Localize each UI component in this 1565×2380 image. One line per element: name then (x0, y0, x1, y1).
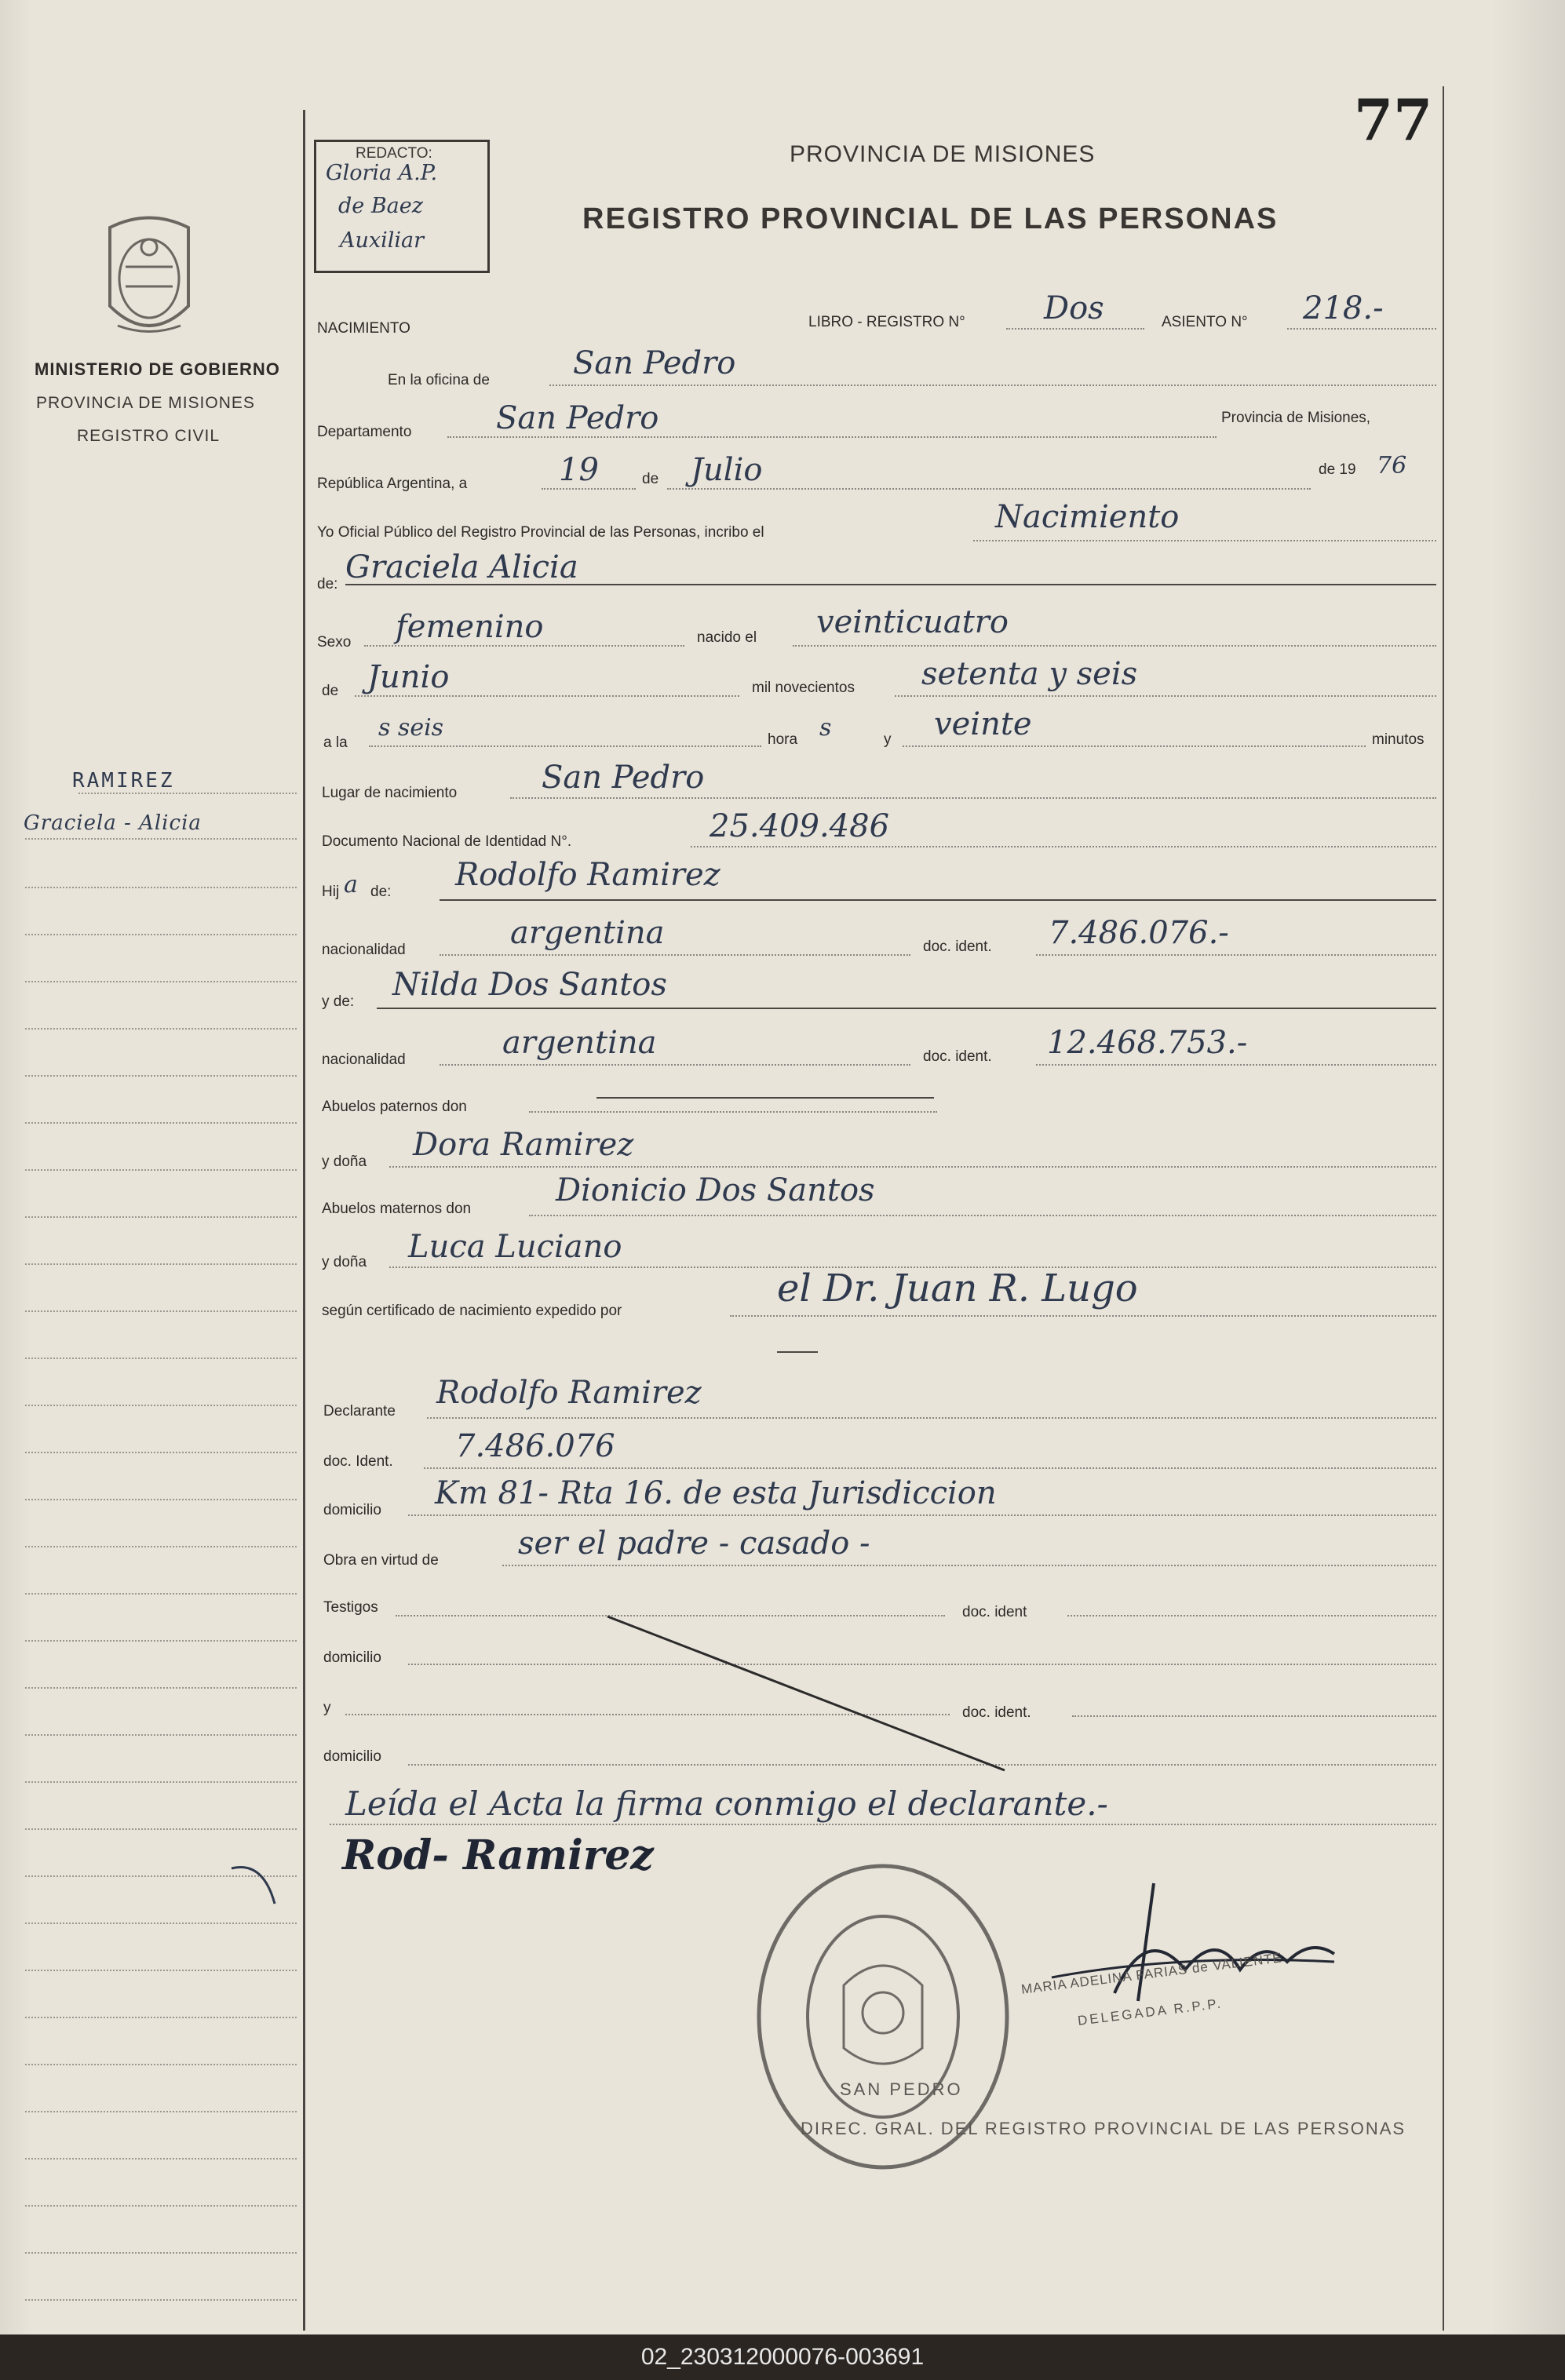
ydona2-value: Luca Luciano (408, 1229, 622, 1265)
de-label: de (642, 471, 659, 487)
lugar-label: Lugar de nacimiento (322, 785, 458, 801)
folio-number: 77 (1354, 86, 1433, 153)
minutos-label: minutos (1372, 731, 1425, 748)
provincia-text: Provincia de Misiones, (1221, 410, 1371, 426)
oficina-label: En la oficina de (388, 372, 490, 388)
seal-inner-text: SAN PEDRO (840, 2079, 963, 2099)
nacido-value: veinticuatro (816, 604, 1009, 640)
segun-label: según certificado de nacimiento expedido por (322, 1303, 622, 1319)
official-stamp-name: MARIA ADELINA FARIAS de VALIENTE (1020, 1950, 1283, 1997)
margin-names: Graciela - Alicia (24, 811, 202, 835)
abuelos-mat-label: Abuelos maternos don (322, 1201, 472, 1217)
de-nombre-label: de: (317, 576, 338, 592)
a-las-label: a la (323, 734, 348, 751)
header-registry: REGISTRO PROVINCIAL DE LAS PERSONAS (582, 202, 1279, 235)
a-las-value: s seis (378, 714, 444, 742)
docid2-label: doc. ident. (923, 1048, 992, 1065)
oficina-value: San Pedro (573, 345, 736, 381)
departamento-value: San Pedro (496, 400, 659, 436)
docid2-value: 12.468.753.- (1047, 1025, 1248, 1061)
yde-label: y de: (322, 993, 355, 1010)
libro-label: LIBRO - REGISTRO N° (808, 314, 965, 330)
yo-oficial-value: Nacimiento (995, 499, 1180, 535)
witness-strike-line (604, 1609, 1012, 1781)
redacto-line-1: Gloria A.P. (326, 161, 438, 185)
docident-label: doc. Ident. (323, 1453, 393, 1470)
nac1-value: argentina (510, 915, 665, 951)
abuelos-pat-label: Abuelos paternos don (322, 1099, 467, 1115)
docident2-label: doc. ident (962, 1604, 1027, 1620)
abuelos-mat-value: Dionicio Dos Santos (556, 1172, 875, 1208)
domicilio-label: domicilio (323, 1502, 381, 1518)
asiento-label: ASIENTO N° (1162, 314, 1248, 330)
redacto-line-3: Auxiliar (340, 228, 425, 253)
closing-text: Leída el Acta la firma conmigo el declarante.- (345, 1784, 1108, 1823)
y2-label: y (323, 1700, 331, 1716)
libro-value: Dos (1044, 290, 1104, 326)
ydona1-label: y doña (322, 1154, 367, 1170)
redacto-line-2: de Baez (338, 194, 423, 218)
yo-oficial-label: Yo Oficial Público del Registro Provincial de las Personas, incribo el (317, 524, 764, 541)
ydona2-label: y doña (322, 1254, 367, 1270)
redacto-box (314, 140, 490, 273)
republica-label: República Argentina, a (317, 476, 468, 492)
form-left-border (303, 110, 305, 2331)
hij-suffix: a (344, 871, 358, 898)
redacto-label: REDACTO: (356, 145, 432, 162)
dia-value: 19 (559, 452, 599, 488)
dni-label: Documento Nacional de Identidad N°. (322, 833, 572, 850)
docident-value: 7.486.076 (455, 1428, 615, 1464)
testigos-label: Testigos (323, 1599, 378, 1616)
coat-of-arms-icon (94, 212, 204, 345)
sexo-label: Sexo (317, 634, 352, 651)
madre-value: Nilda Dos Santos (392, 967, 667, 1003)
hij-de-label: de: (370, 884, 392, 900)
mil-value: setenta y seis (921, 656, 1138, 692)
de-nombre-value: Graciela Alicia (345, 549, 578, 585)
y-label: y (884, 731, 892, 748)
obra-label: Obra en virtud de (323, 1552, 439, 1569)
domicilio2-label: domicilio (323, 1649, 381, 1666)
nacimiento-label: NACIMIENTO (317, 320, 410, 337)
footer-file-id: 02_230312000076-003691 (0, 2334, 1565, 2380)
domicilio3-label: domicilio (323, 1748, 381, 1765)
seal-outer-text: DIREC. GRAL. DEL REGISTRO PROVINCIAL DE LAS PERSONAS (801, 2119, 1406, 2138)
asiento-value: 218.- (1303, 290, 1384, 326)
de-mes-value: Junio (367, 659, 450, 695)
margin-pen-mark-icon (228, 1857, 283, 1912)
nacido-label: nacido el (697, 629, 757, 646)
ydona1-value: Dora Ramirez (413, 1127, 634, 1163)
nac1-label: nacionalidad (322, 942, 406, 958)
header-province: PROVINCIA DE MISIONES (790, 141, 1096, 167)
official-stamp-title: DELEGADA R.P.P. (1077, 1995, 1224, 2028)
ministry-line-2: PROVINCIA DE MISIONES (36, 394, 255, 412)
docid1-label: doc. ident. (923, 939, 992, 955)
segun-value: el Dr. Juan R. Lugo (777, 1267, 1138, 1310)
lugar-value: San Pedro (542, 760, 705, 796)
hora-value: s (819, 714, 832, 742)
mil-label: mil novecientos (752, 680, 855, 696)
nac2-label: nacionalidad (322, 1052, 406, 1068)
docid1-value: 7.486.076.- (1049, 915, 1229, 951)
declarante-value: Rodolfo Ramirez (436, 1375, 702, 1411)
dni-value: 25.409.486 (710, 808, 890, 844)
ministry-line-3: REGISTRO CIVIL (77, 427, 221, 445)
departamento-label: Departamento (317, 424, 412, 440)
declarant-signature: Rod- Ramirez (342, 1831, 654, 1879)
hora-label: hora (768, 731, 798, 748)
anio-value: 76 (1377, 452, 1407, 479)
obra-value: ser el padre - casado - (518, 1525, 870, 1562)
form-right-border (1443, 86, 1444, 2331)
domicilio-value: Km 81- Rta 16. de esta Jurisdiccion (435, 1475, 997, 1511)
declarante-label: Declarante (323, 1403, 396, 1420)
nac2-value: argentina (502, 1025, 657, 1061)
docident3-label: doc. ident. (962, 1704, 1031, 1721)
hij-label: Hij (322, 884, 340, 900)
minutos-value: veinte (934, 706, 1032, 742)
margin-surname: RAMIREZ (72, 769, 175, 793)
ministry-line-1: MINISTERIO DE GOBIERNO (35, 359, 280, 379)
sexo-value: femenino (396, 609, 544, 645)
mes-value: Julio (691, 452, 763, 488)
de-mes-label: de (322, 683, 339, 699)
anio-label: de 19 (1319, 461, 1356, 478)
padre-value: Rodolfo Ramirez (455, 857, 720, 893)
